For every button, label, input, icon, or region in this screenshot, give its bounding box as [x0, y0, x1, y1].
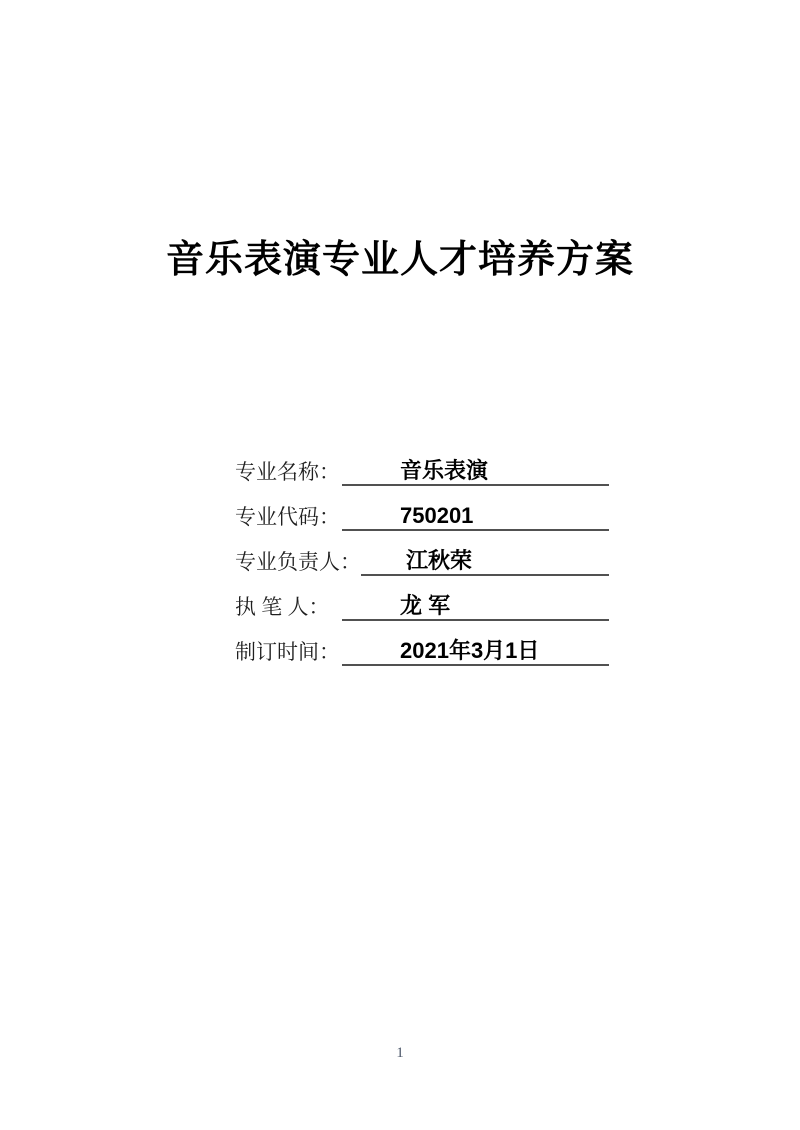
form-row-major-code — [235, 486, 609, 531]
field-value-major-leader: 江秋荣 — [361, 550, 609, 576]
form-row-date — [235, 621, 609, 666]
field-label-major-code: 专业代码： — [235, 505, 340, 529]
field-label-date: 制订时间： — [235, 640, 340, 664]
field-value-date: 2021年3月1日 — [342, 640, 609, 666]
field-value-major-code: 750201 — [342, 505, 609, 531]
document-title: 音乐表演专业人才培养方案 — [165, 239, 634, 281]
field-value-major-name: 音乐表演 — [342, 460, 609, 486]
page-number: 1 — [396, 1045, 404, 1061]
field-label-major-leader: 专业负责人： — [235, 550, 361, 574]
form-row-major-name — [235, 441, 609, 486]
cover-form — [235, 441, 609, 666]
field-label-major-name: 专业名称： — [235, 460, 340, 484]
form-row-major-leader — [235, 531, 609, 576]
field-value-writer: 龙 军 — [342, 595, 609, 621]
form-row-writer — [235, 576, 609, 621]
field-label-writer: 执 笔 人： — [235, 595, 330, 619]
